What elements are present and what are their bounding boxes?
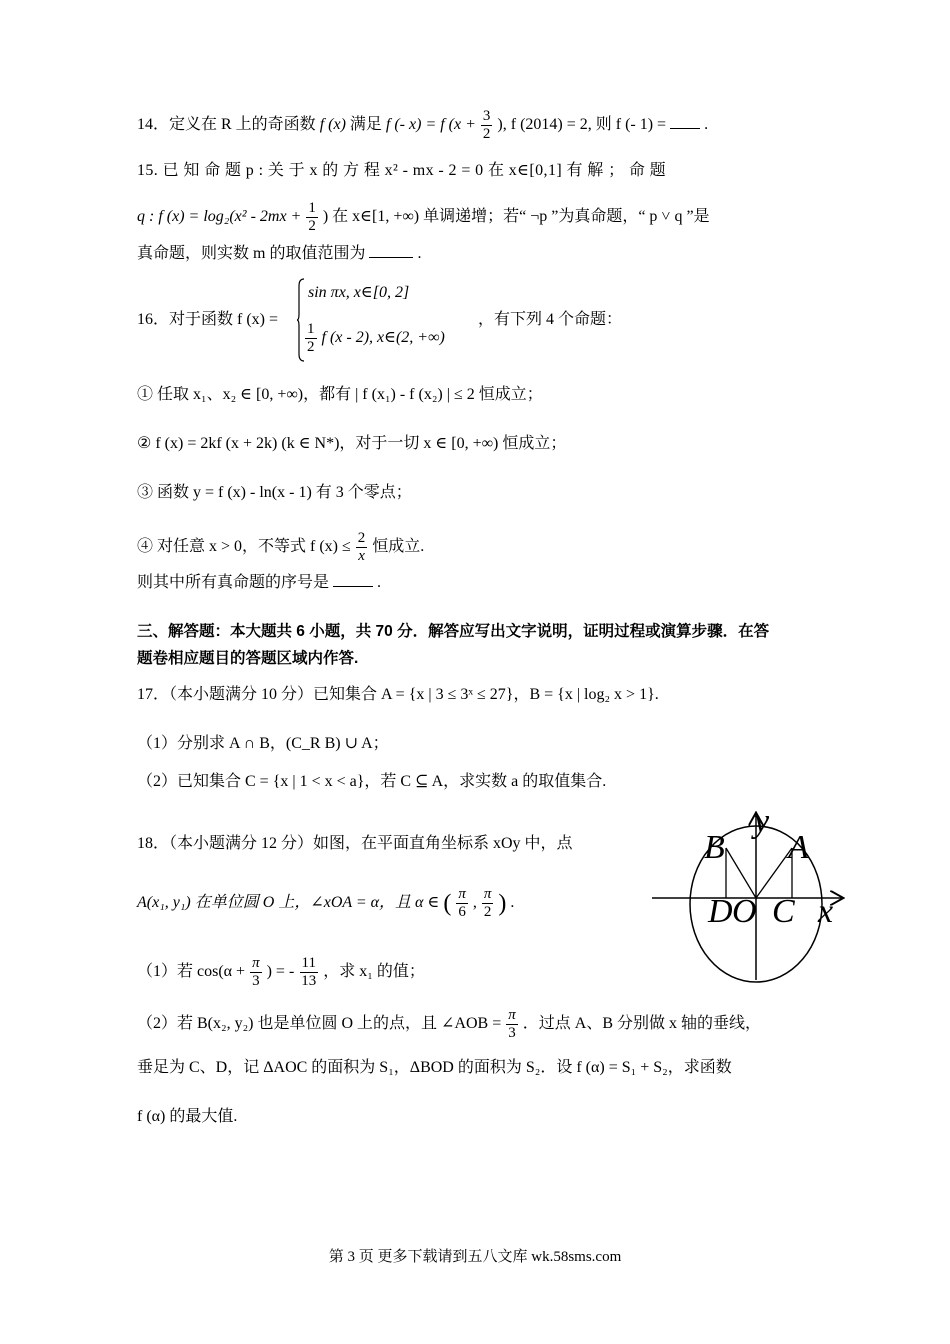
label-A: A <box>788 829 809 866</box>
q15-blank <box>369 243 413 258</box>
q14-eq: f (- x) = f (x + <box>385 116 476 134</box>
q16-tail <box>478 309 622 331</box>
q16-tail-text: ，有下列 4 个命题： <box>478 311 623 328</box>
q18-p2d: f (α) 的最大值. <box>137 1108 238 1125</box>
label-D: D <box>708 893 733 930</box>
q18-p2: （2）若 B(x₂, y₂) 也是单位圆 O 上的点，且 ∠AOB = $\frac{\pi}{3}$ ．过点 A、B 分别做 x 轴的垂线， <box>137 1007 762 1041</box>
q14-cond: f (2014) = 2, 则 f (- 1) = <box>510 116 667 134</box>
q18-p1-frac-a: $\frac{\pi}{3}$ <box>252 955 260 989</box>
q14-line: 14．定义在 R 上的奇函数 f (x) 满足 f (- x) = f (x + $\frac{3}{2}$ ), f (2014) = 2, 则 f (- 1) = . <box>137 108 709 142</box>
q16-ask: 则其中所有真命题的序号是 . <box>137 574 382 591</box>
q15-line3: 真命题，则实数 m 的取值范围为 . <box>137 245 422 262</box>
label-O: O <box>732 893 757 930</box>
q18-frac-b: $\frac{\pi}{2}$ <box>483 886 492 920</box>
q15-text3: 真命题，则实数 m 的取值范围为 <box>137 245 366 262</box>
q17-p2: （2）已知集合 C = {x | 1 < x < a}，若 C ⊆ A，求实数 a 的取值集合. <box>137 773 607 790</box>
segment-OB <box>726 848 756 898</box>
label-y: y <box>754 808 770 840</box>
q14-lead: 14．定义在 R 上的奇函数 <box>137 116 316 134</box>
q16-p3: ③ 函数 y = f (x) - ln(x - 1) 有 3 个零点； <box>137 484 412 501</box>
q15-text1: 15. 已 知 命 题 p : 关 于 x 的 方 程 x² - mx - 2 = 0 在 x∈[0,1] 有 解 ； 命 题 <box>137 162 667 179</box>
q16-frac: $\frac{1}{2}$ <box>307 320 315 355</box>
q18-p2c: 垂足为 C、D，记 ΔAOC 的面积为 S₁，ΔBOD 的面积为 S₂．设 f (α) = S₁ + S₂，求函数 <box>137 1059 732 1076</box>
q16-blank <box>333 572 373 587</box>
label-C: C <box>772 893 795 930</box>
q18-line2: A(x₁, y₁) 在单位圆 O 上，∠xOA = α，且 α ∈ ( $\frac{\pi}{6}$ , $\frac{\pi}{2}$ ) . <box>137 886 515 920</box>
q17-head: 17．（本小题满分 10 分）已知集合 A = {x | 3 ≤ 3ˣ ≤ 27}，B = {x | log₂ x > 1}. <box>137 686 659 703</box>
segment-OA <box>756 848 792 898</box>
q15-line2 <box>137 200 710 235</box>
q14-fx: f (x) <box>319 116 350 134</box>
q18-p1-frac-b: $\frac{11}{13}$ <box>301 955 317 989</box>
label-x: x <box>818 893 834 930</box>
q16-case1-text: sin πx, x∈[0, 2] <box>308 284 410 301</box>
q15-text2b: ) 在 x∈[1, +∞) 单调递增；若“ ¬p ”为真命题，“ p ˅ q ”是 <box>322 208 710 226</box>
q18-p2-frac: $\frac{\pi}{3}$ <box>508 1007 516 1041</box>
q16-p2: ② f (x) = 2kf (x + 2k) (k ∈ N*)，对于一切 x ∈ [0, +∞) 恒成立； <box>137 435 567 452</box>
q16-case2 <box>304 316 445 360</box>
q15-text2a: q : f (x) = log₂(x² - 2mx + <box>137 208 302 226</box>
q14-mid: 满足 <box>349 116 382 134</box>
q16-p4: ④ 对任意 x > 0，不等式 f (x) ≤ $\frac{2}{x}$ 恒成立. <box>137 530 425 564</box>
q16-lead <box>137 309 278 331</box>
sec3-line1: 三、解答题：本大题共 6 小题，共 70 分．解答应写出文字说明，证明过程或演算步骤．在答 <box>137 623 770 640</box>
q16-case2-text: f (x - 2), x∈(2, +∞) <box>321 329 445 346</box>
q14-blank <box>670 114 700 129</box>
q17-p1: （1）分别求 A ∩ B，(C_R B) ∪ A； <box>137 735 389 752</box>
q15-frac: $\frac{1}{2}$ <box>308 200 316 234</box>
q14-frac: $\frac{3}{2}$ <box>482 108 491 142</box>
q16-case1 <box>308 282 409 304</box>
label-B: B <box>704 829 725 866</box>
q18-head: 18．（本小题满分 12 分）如图，在平面直角坐标系 xOy 中，点 <box>137 835 573 852</box>
unit-circle-figure <box>648 808 848 984</box>
q16-p4-frac: $\frac{2}{x}$ <box>357 530 366 564</box>
q16-lead-text: 16．对于函数 f (x) = <box>137 311 279 328</box>
q18-frac-a: $\frac{\pi}{6}$ <box>458 886 466 920</box>
page-footer: 第 3 页 更多下载请到五八文库 wk.58sms.com <box>328 1249 622 1265</box>
sec3-line2: 题卷相应题目的答题区域内作答. <box>137 650 359 667</box>
q18-p1: （1）若 cos(α + $\frac{\pi}{3}$ ) = - $\frac{11}{13}$ ，求 x₁ 的值； <box>137 955 425 989</box>
q15-line1 <box>137 160 817 182</box>
q16-p1: ① 任取 x₁、x₂ ∈ [0, +∞)，都有 | f (x₁) - f (x₂) | ≤ 2 恒成立； <box>137 386 543 403</box>
